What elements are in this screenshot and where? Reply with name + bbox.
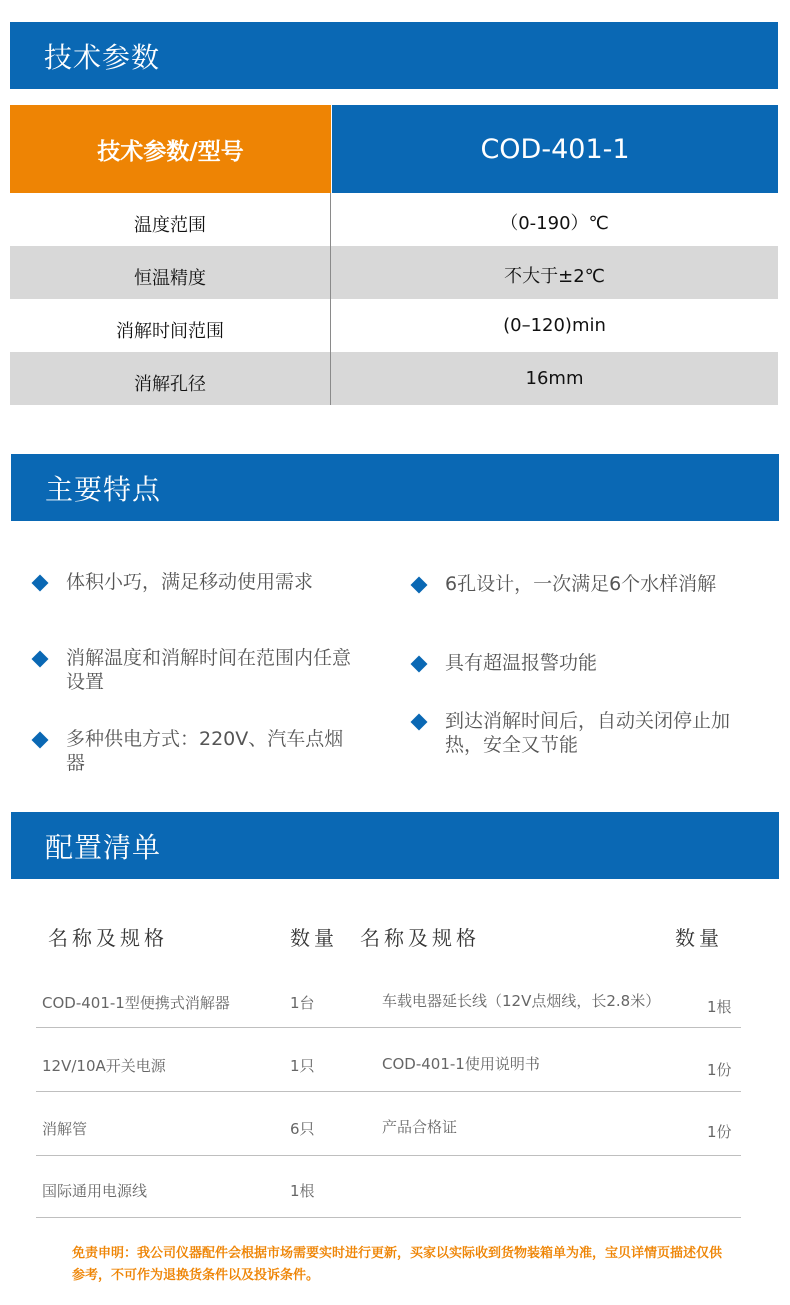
feature-text: 多种供电方式：220V、汽车点烟器 <box>66 728 344 774</box>
config-item-name: 国际通用电源线 <box>42 1182 148 1200</box>
spec-value: (0–120)min <box>503 315 606 336</box>
section-title: 主要特点 <box>45 472 162 506</box>
spec-label: 消解时间范围 <box>10 299 331 352</box>
feature-item <box>413 709 733 757</box>
config-item-name: 12V/10A开关电源 <box>42 1057 166 1075</box>
config-col-qty: 数量 <box>290 926 338 950</box>
config-item-qty: 1根 <box>290 1182 315 1200</box>
config-item-qty: 6只 <box>290 1120 315 1138</box>
disclaimer-text: 免责申明：我公司仪器配件会根据市场需要实时进行更新，买家以实际收到货物装箱单为准，宝贝详情页描述仅供参考，不可作为退换货条件以及投诉条件。 <box>72 1246 723 1283</box>
config-item-qty: 1只 <box>290 1057 315 1075</box>
diamond-bullet-icon <box>411 656 428 673</box>
diamond-bullet-icon <box>32 732 49 749</box>
feature-item <box>34 727 354 775</box>
section-header-features <box>11 454 779 521</box>
section-header-tech <box>10 22 778 89</box>
config-item-name: 产品合格证 <box>382 1118 458 1136</box>
spec-value: （0-190）℃ <box>500 213 609 234</box>
config-item-qty: 1根 <box>707 998 732 1016</box>
feature-text: 消解温度和消解时间在范围内任意设置 <box>66 647 352 693</box>
feature-text: 到达消解时间后，自动关闭停止加热，安全又节能 <box>445 710 731 756</box>
spec-table-header <box>10 105 778 193</box>
config-item-qty: 1份 <box>707 1061 732 1079</box>
config-item-name: COD-401-1型便携式消解器 <box>42 994 230 1012</box>
diamond-bullet-icon <box>411 577 428 594</box>
row-divider <box>36 1027 741 1028</box>
feature-item <box>413 651 743 675</box>
spec-label: 温度范围 <box>10 193 331 246</box>
config-item-qty: 1份 <box>707 1123 732 1141</box>
spec-header-label: 技术参数/型号 <box>10 105 331 193</box>
feature-text: 体积小巧，满足移动使用需求 <box>66 571 314 593</box>
feature-item <box>34 646 364 694</box>
spec-value: 16mm <box>525 368 584 389</box>
spec-header-model: COD-401-1 <box>331 105 778 193</box>
row-divider <box>36 1217 741 1218</box>
config-col-name: 名称及规格 <box>48 926 168 950</box>
diamond-bullet-icon <box>411 714 428 731</box>
table-row <box>10 193 778 246</box>
config-item-qty: 1台 <box>290 994 315 1012</box>
config-item-name: 车载电器延长线（12V点烟线，长2.8米） <box>382 992 661 1010</box>
section-title: 配置清单 <box>45 830 162 864</box>
row-divider <box>36 1155 741 1156</box>
table-row <box>10 352 778 405</box>
table-row <box>10 246 778 299</box>
feature-item <box>413 572 743 596</box>
feature-text: 6孔设计，一次满足6个水样消解 <box>445 573 717 595</box>
section-title: 技术参数 <box>44 40 161 74</box>
row-divider <box>36 1091 741 1092</box>
section-header-config <box>11 812 779 879</box>
diamond-bullet-icon <box>32 651 49 668</box>
table-row <box>10 299 778 352</box>
config-col-name: 名称及规格 <box>360 926 480 950</box>
config-col-qty: 数量 <box>675 926 723 950</box>
spec-value: 不大于±2℃ <box>504 266 605 287</box>
feature-text: 具有超温报警功能 <box>445 652 598 674</box>
spec-label: 消解孔径 <box>10 352 331 405</box>
config-item-name: 消解管 <box>42 1120 88 1138</box>
spec-table <box>10 105 778 405</box>
diamond-bullet-icon <box>32 575 49 592</box>
config-item-name: COD-401-1使用说明书 <box>382 1055 540 1073</box>
feature-item <box>34 570 344 594</box>
spec-label: 恒温精度 <box>10 246 331 299</box>
